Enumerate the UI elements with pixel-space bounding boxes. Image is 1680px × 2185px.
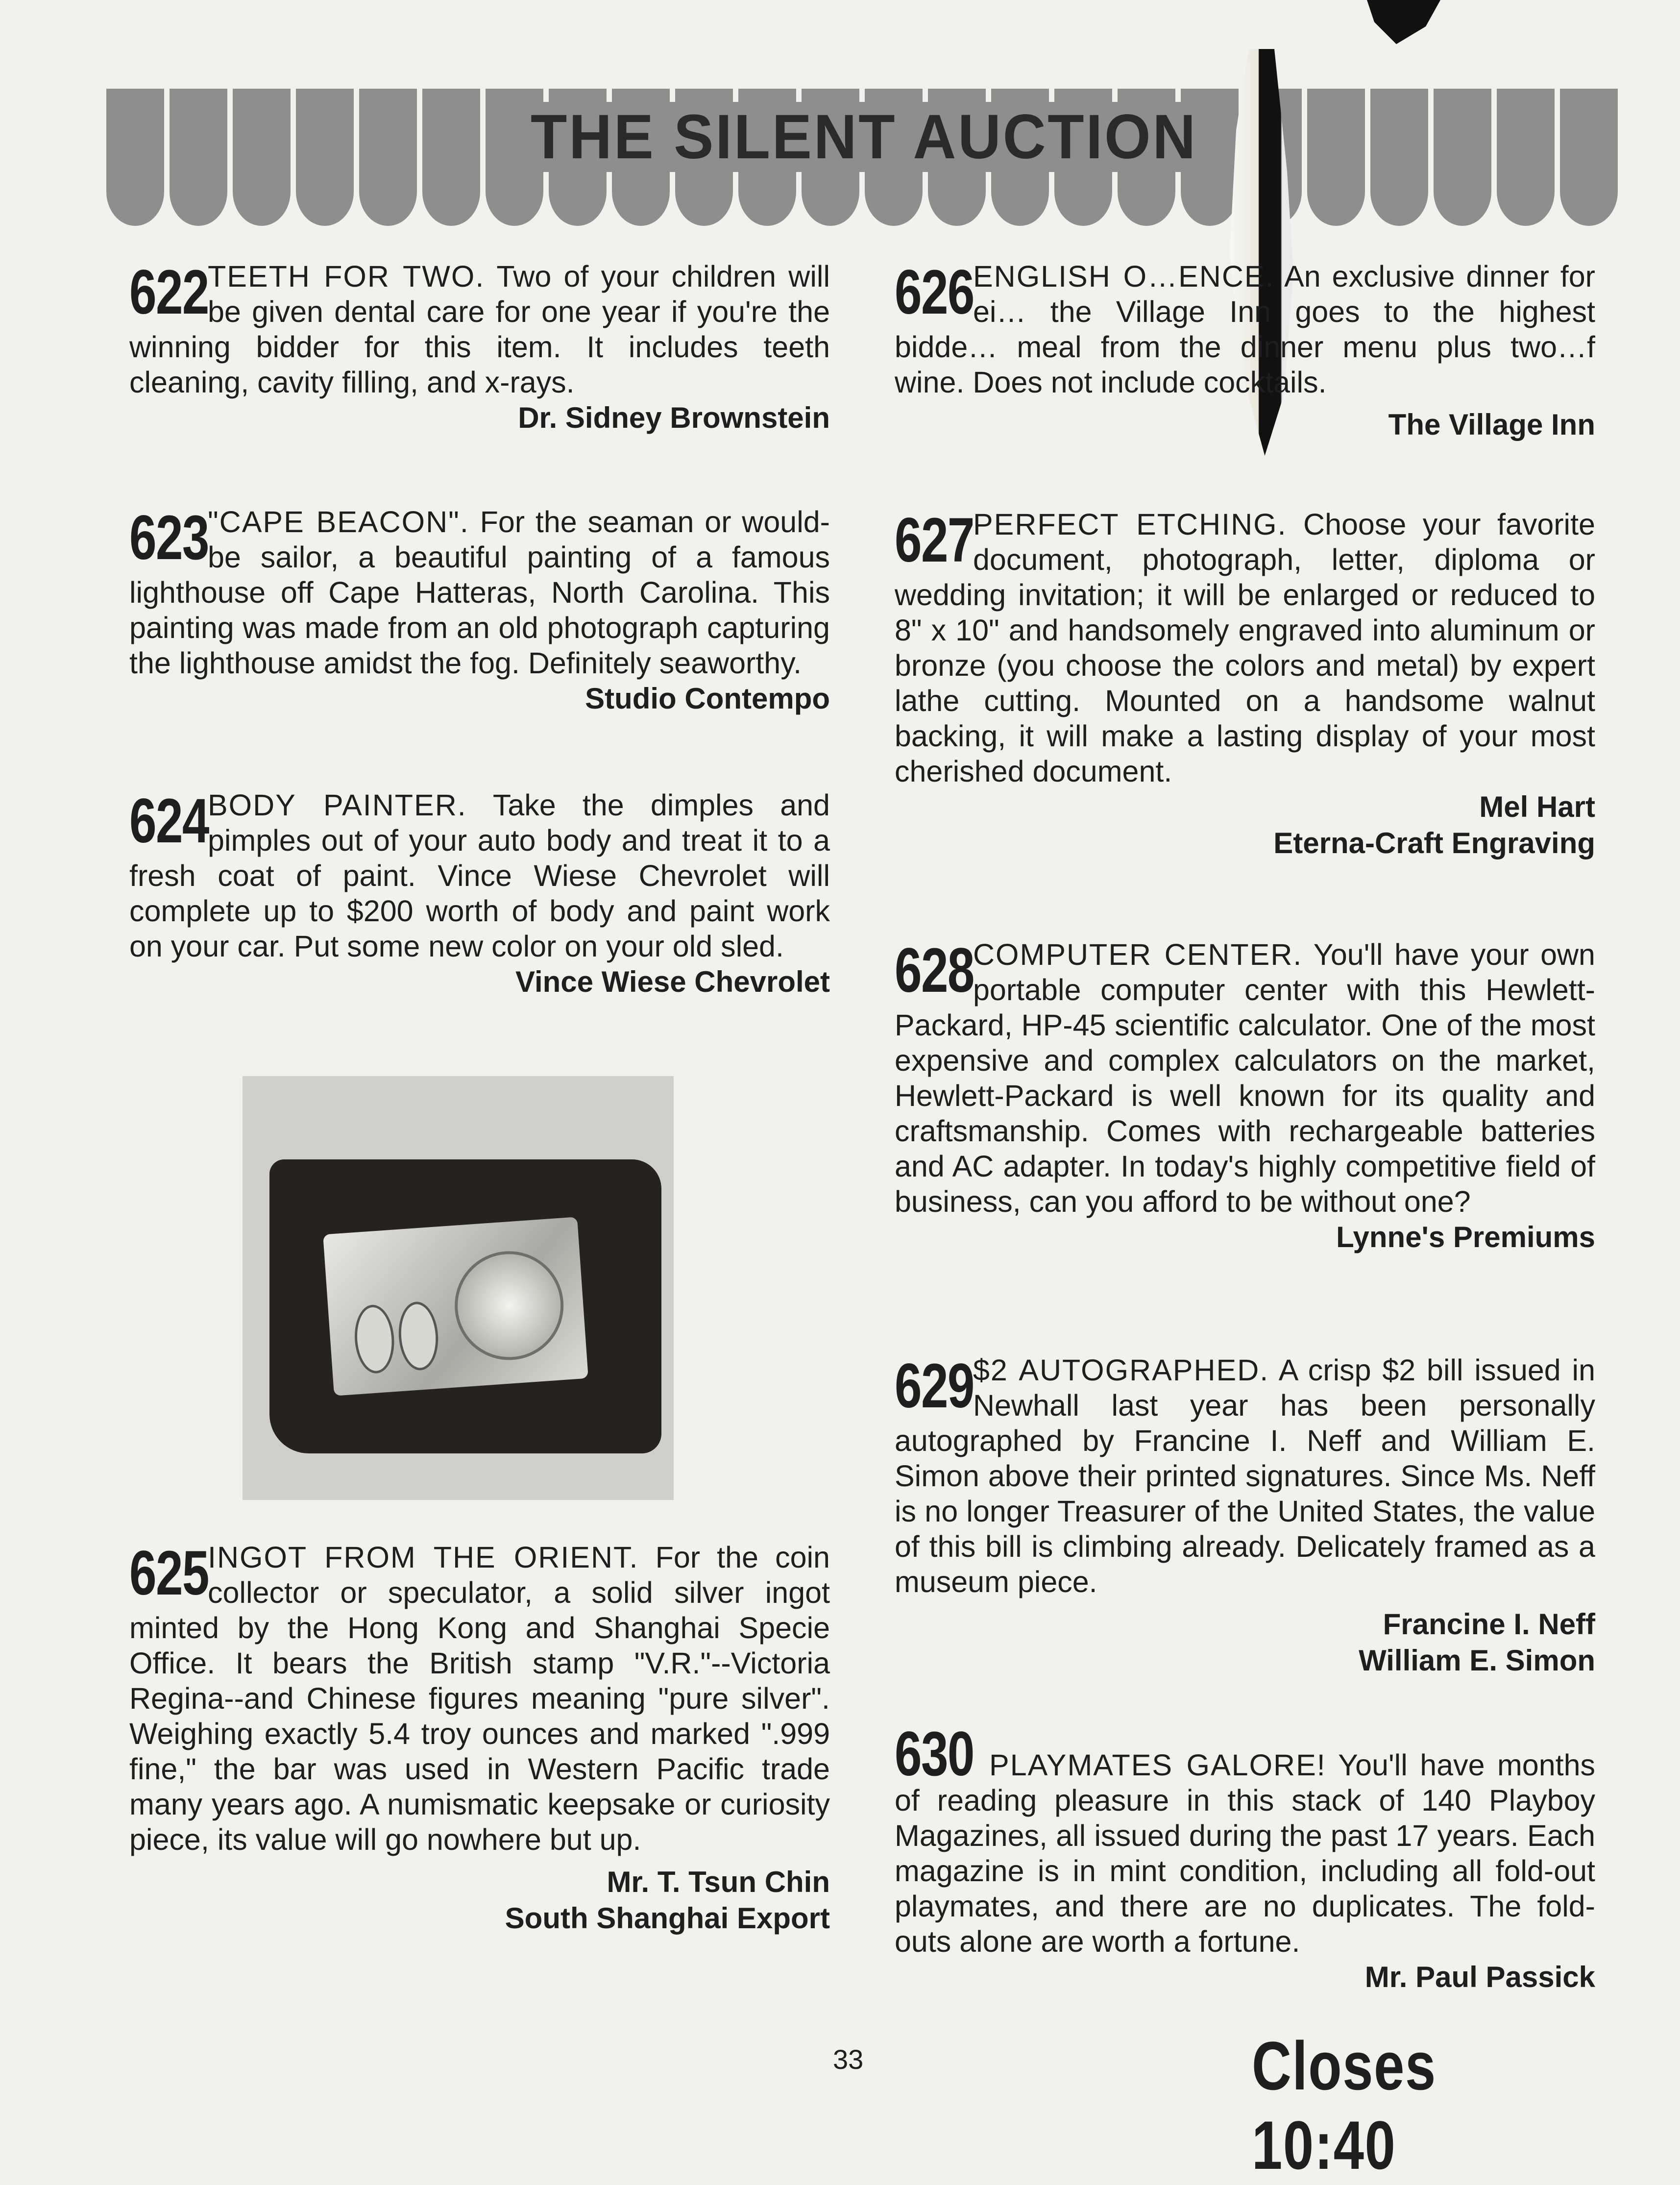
item-sponsor: William E. Simon [1359, 1644, 1595, 1677]
item-number: 622 [129, 257, 209, 327]
item-description: For the seaman or would-be sailor, a beautiful painting of a famous lighthouse off Cape Hatteras, North Carolina. This painting was made from an old photograph capturing the lighthouse amidst the fog. Definitely seaworthy. [129, 505, 830, 680]
silver-ingot [323, 1217, 588, 1396]
item-description: An exclusive dinner for ei… the Village Inn goes to the highest bidde… meal from the dinner menu plus two…f wine. Does not include cocktails. [895, 260, 1595, 399]
item-sponsor: Eterna-Craft Engraving [1273, 827, 1595, 859]
item-description: A crisp $2 bill issued in Newhall last year has been personally autographed by Francine I. Neff and William E. Simon above their printed signatures. Since Ms. Neff is no longer Treasurer of the United States, the value of this bill is climbing already. Delicately framed as a museum piece. [895, 1353, 1596, 1598]
item-sponsor: The Village Inn [1388, 408, 1595, 441]
item-sponsor: Dr. Sidney Brownstein [518, 401, 830, 434]
item-description: Take the dimples and pimples out of your auto body and treat it to a fresh coat of paint. Vince Wiese Chevrolet will complete up to $200 worth of body and paint work on your car. Put some new color on your old sled. [129, 788, 830, 963]
item-title: $2 AUTOGRAPHED. [973, 1353, 1269, 1387]
item-title: "CAPE BEACON". [208, 505, 469, 539]
stamp-mark [352, 1303, 396, 1375]
page-title-text: THE SILENT AUCTION [521, 102, 1207, 172]
auction-item-629 [895, 1352, 1595, 1679]
item-number: 627 [895, 505, 974, 575]
item-description: Two of your children will be given dental care for one year if you're the winning bidder for this item. It includes teeth cleaning, cavity filling, and x-rays. [129, 260, 830, 399]
item-sponsor: Studio Contempo [585, 682, 830, 715]
item-title: COMPUTER CENTER. [973, 938, 1303, 971]
item-number: 628 [895, 935, 974, 1006]
item-number: 623 [129, 503, 209, 573]
item-number: 630 [895, 1719, 974, 1789]
auction-item-626 [895, 259, 1595, 443]
item-sponsor: Vince Wiese Chevrolet [515, 965, 830, 998]
coin-stamp [451, 1248, 567, 1364]
page-number: 33 [833, 2044, 864, 2075]
item-title: ENGLISH O…ENCE. [973, 260, 1275, 293]
item-sponsor: Mel Hart [1479, 790, 1595, 823]
auction-item-625 [129, 1540, 830, 1937]
item-title: PERFECT ETCHING. [973, 508, 1287, 541]
item-description: You'll have months of reading pleasure in this stack of 140 Playboy Magazines, all issued during the past 17 years. Each magazine is in mint condition, including all fold-out playmates, and there are no duplicates. The fold-outs alone are worth a fortune. [895, 1748, 1595, 1958]
item-sponsor: Francine I. Neff [1383, 1608, 1595, 1641]
item-sponsor: South Shanghai Export [505, 1902, 830, 1935]
auction-item-623 [129, 504, 830, 717]
page-title [144, 101, 1583, 173]
auction-item-630 [895, 1719, 1595, 1995]
item-title: INGOT FROM THE ORIENT. [208, 1541, 639, 1574]
item-sponsor: Mr. T. Tsun Chin [607, 1866, 830, 1898]
item-number: 624 [129, 786, 209, 856]
auction-item-627 [895, 507, 1595, 861]
auction-item-628 [895, 937, 1595, 1255]
ingot-photo [243, 1076, 674, 1500]
item-title: TEETH FOR TWO. [208, 260, 485, 293]
item-title: PLAYMATES GALORE! [989, 1748, 1326, 1782]
item-number: 629 [895, 1351, 974, 1421]
item-number: 625 [129, 1538, 209, 1608]
item-description: For the coin collector or speculator, a solid silver ingot minted by the Hong Kong and Shanghai Specie Office. It bears the British stamp "V.R."--Victoria Regina--and Chinese figures meaning "pure silver". Weighing exactly 5.4 troy ounces and marked ".999 fine," the bar was used in Western Pacific trade many years ago. A numismatic keepsake or curiosity piece, its value will go nowhere but up. [129, 1541, 830, 1856]
item-description: You'll have your own portable computer center with this Hewlett-Packard, HP-45 scientific calculator. One of the most expensive and complex calculators on the market, Hewlett-Packard is well known for its quality and craftsmanship. Comes with rechargeable batteries and AC adapter. In today's highly competitive field of business, can you afford to be without one? [895, 938, 1595, 1218]
item-number: 626 [895, 257, 974, 327]
item-description: Choose your favorite document, photograph, letter, diploma or wedding invitation; it will be enlarged or reduced to 8" x 10" and handsomely engraved into aluminum or bronze (you choose the colors and metal) by expert lathe cutting. Mounted on a handsome walnut backing, it will make a lasting display of your most cherished document. [895, 508, 1595, 788]
torn-corner [1367, 0, 1440, 44]
stamp-mark [396, 1301, 440, 1372]
item-sponsor: Lynne's Premiums [1336, 1221, 1595, 1253]
auction-item-624 [129, 787, 830, 1000]
item-title: BODY PAINTER. [208, 788, 467, 822]
auction-item-622 [129, 259, 830, 436]
closing-time: Closes 10:40 [1252, 2027, 1437, 2184]
header-banner [106, 89, 1622, 228]
item-sponsor: Mr. Paul Passick [1364, 1961, 1595, 1993]
